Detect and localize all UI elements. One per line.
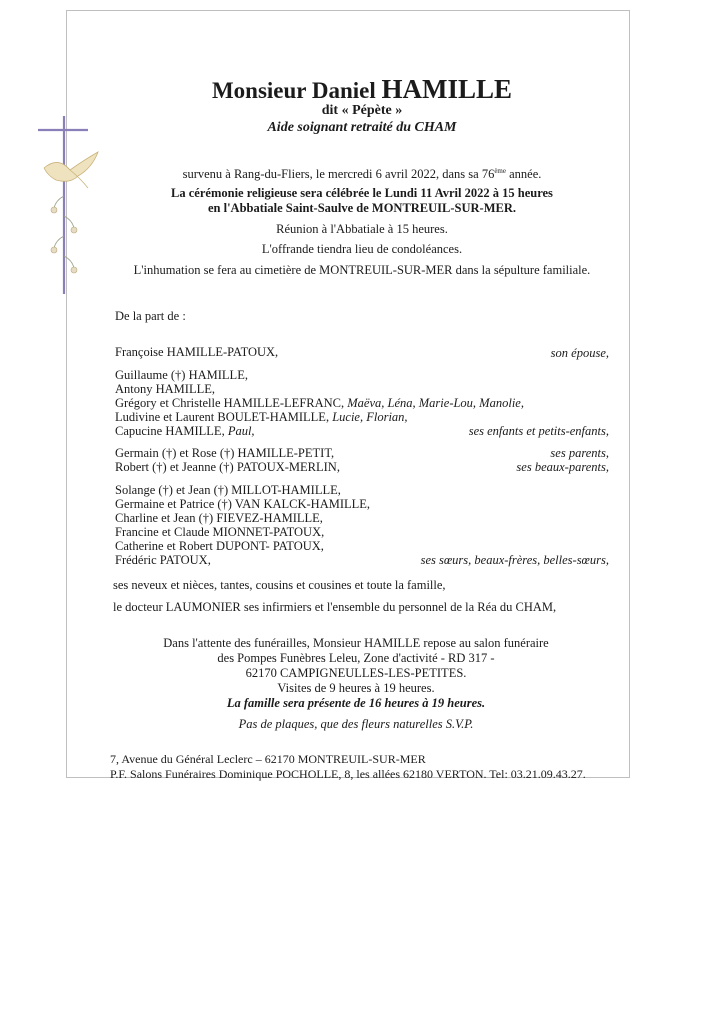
child-3 <box>115 396 524 411</box>
in-laws-line: Robert (†) et Jeanne (†) PATOUX-MERLIN, <box>115 460 340 474</box>
child-3-kids: Maëva, Léna, Marie-Lou, Manolie, <box>347 396 524 410</box>
sibling-2: Germaine et Patrice (†) VAN KALCK-HAMILLE, <box>115 497 371 511</box>
footer-company: P.F. Salons Funéraires Dominique POCHOLLE, 8, les allées 62180 VERTON. Tel: 03.21.09.43.27. <box>110 767 586 781</box>
child-4-kids: Lucie, Florian, <box>332 410 408 424</box>
sibling-3: Charline et Jean (†) FIEVEZ-HAMILLE, <box>115 511 323 525</box>
deceased-name-prefix: Monsieur Daniel <box>211 78 376 103</box>
child-3-names: Grégory et Christelle HAMILLE-LEFRANC, <box>115 396 345 410</box>
extended-family: ses neveux et nièces, tantes, cousins et cousines et toute la famille, <box>113 578 446 592</box>
sibling-4: Francine et Claude MIONNET-PATOUX, <box>115 525 325 539</box>
children-relation: ses enfants et petits-enfants, <box>468 424 609 438</box>
ceremony-line-1: La cérémonie religieuse sera célébrée le Lundi 11 Avril 2022 à 15 heures <box>171 186 553 200</box>
funeral-line-2: des Pompes Funèbres Leleu, Zone d'activité - RD 317 - <box>217 651 495 665</box>
ceremony-line-2: en l'Abbatiale Saint-Saulve de MONTREUIL-SUR-MER. <box>207 201 516 215</box>
parents-relation: ses parents, <box>550 446 609 460</box>
sibling-1: Solange (†) et Jean (†) MILLOT-HAMILLE, <box>115 483 341 497</box>
child-4-names: Ludivine et Laurent BOULET-HAMILLE, <box>115 410 330 424</box>
child-5-names: Capucine HAMILLE, <box>115 424 225 438</box>
child-5-kids: Paul, <box>227 424 255 438</box>
child-2: Antony HAMILLE, <box>115 382 215 396</box>
sibling-6: Frédéric PATOUX, <box>115 553 211 567</box>
funeral-line-5: La famille sera présente de 16 heures à 19 heures. <box>226 696 486 710</box>
spouse-name: Françoise HAMILLE-PATOUX, <box>115 345 279 359</box>
deceased-name <box>0 74 724 105</box>
role: Aide soignant retraité du CHAM <box>267 120 457 135</box>
death-line <box>0 167 724 182</box>
funeral-line-4: Visites de 9 heures à 19 heures. <box>277 681 435 695</box>
footer-address: 7, Avenue du Général Leclerc – 62170 MONTREUIL-SUR-MER <box>110 752 426 766</box>
spouse-relation: son épouse, <box>550 346 609 360</box>
funeral-line-1: Dans l'attente des funérailles, Monsieur HAMILLE repose au salon funéraire <box>163 636 549 650</box>
meeting-line: Réunion à l'Abbatiale à 15 heures. <box>276 222 448 236</box>
death-line-post: année. <box>506 167 542 182</box>
offering-line: L'offrande tiendra lieu de condoléances. <box>261 242 463 256</box>
sibling-5: Catherine et Robert DUPONT- PATOUX, <box>115 539 324 553</box>
burial-line: L'inhumation se fera au cimetière de MONTREUIL-SUR-MER dans la sépulture familiale. <box>133 263 591 277</box>
doctor-line: le docteur LAUMONIER ses infirmiers et l'ensemble du personnel de la Réa du CHAM, <box>113 600 557 614</box>
deceased-surname: HAMILLE <box>381 74 513 104</box>
death-line-pre: survenu à Rang-du-Fliers, le mercredi 6 avril 2022, dans sa 76 <box>182 167 495 182</box>
parents-line: Germain (†) et Rose (†) HAMILLE-PETIT, <box>115 446 335 460</box>
child-5 <box>115 424 255 439</box>
family-intro: De la part de : <box>115 309 186 323</box>
child-1: Guillaume (†) HAMILLE, <box>115 368 248 382</box>
funeral-line-6: Pas de plaques, que des fleurs naturelles S.V.P. <box>238 717 474 731</box>
siblings-relation: ses sœurs, beaux-frères, belles-sœurs, <box>420 553 609 567</box>
child-4 <box>115 410 408 425</box>
death-line-sup: ème <box>494 167 506 175</box>
nickname: dit « Pépète » <box>321 103 403 118</box>
funeral-line-3: 62170 CAMPIGNEULLES-LES-PETITES. <box>245 666 467 680</box>
in-laws-relation: ses beaux-parents, <box>516 460 609 474</box>
